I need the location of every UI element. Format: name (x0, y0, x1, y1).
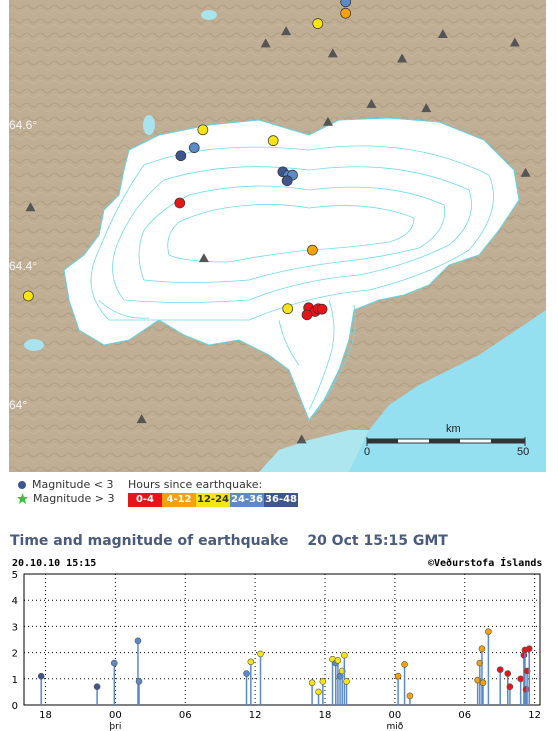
vatnajokull-map[interactable] (9, 0, 546, 472)
earthquake-marker[interactable] (341, 0, 351, 7)
plot-timestamp: 20.10.10 15:15 (12, 558, 97, 569)
event-point (136, 678, 142, 684)
earthquake-marker[interactable] (302, 310, 312, 320)
y-tick-label: 3 (11, 622, 18, 634)
earthquake-marker[interactable] (282, 176, 292, 186)
earthquake-marker[interactable] (198, 125, 208, 135)
event-point (485, 629, 491, 635)
event-point (320, 678, 326, 684)
legend-magnitude-small (17, 478, 114, 491)
x-tick-label: 06 (458, 710, 472, 721)
circle-icon (17, 480, 27, 490)
plot-title-text: Time and magnitude of earthquake (10, 533, 289, 549)
earthquake-marker[interactable] (189, 143, 199, 153)
magnitude-time-chart (0, 568, 558, 731)
event-point (523, 686, 529, 692)
latitude-label: 64.4° (9, 259, 38, 273)
scale-end-label: 50 (517, 446, 530, 458)
x-day-label: þri (109, 722, 122, 731)
x-tick-label: 00 (109, 710, 122, 721)
event-point (341, 652, 347, 658)
legend-mag-gt3-label: Magnitude > 3 (33, 492, 115, 505)
lake (143, 115, 155, 135)
event-point (258, 651, 264, 657)
event-point (402, 661, 408, 667)
lake (201, 10, 217, 20)
event-point (94, 684, 100, 690)
event-point (244, 671, 250, 677)
earthquake-marker[interactable] (283, 304, 293, 314)
event-point (38, 673, 44, 679)
scale-unit-label: km (446, 423, 461, 435)
earthquake-marker[interactable] (23, 291, 33, 301)
event-point (526, 646, 532, 652)
x-tick-label: 06 (178, 710, 192, 721)
legend-mag-lt3-label: Magnitude < 3 (32, 478, 114, 491)
hours-bin-12-24: 12-24 (197, 494, 229, 505)
hours-bin-24-36: 24-36 (231, 494, 263, 505)
x-tick-label: 00 (388, 710, 402, 721)
earthquake-marker[interactable] (341, 8, 351, 18)
earthquake-marker[interactable] (268, 136, 278, 146)
x-tick-label: 12 (528, 710, 541, 721)
event-point (480, 680, 486, 686)
plot-title-time: 20 Oct 15:15 GMT (307, 533, 448, 549)
event-point (111, 660, 117, 666)
legend-magnitude-large (17, 492, 115, 505)
earthquake-marker[interactable] (175, 198, 185, 208)
event-point (395, 673, 401, 679)
x-tick-label: 18 (39, 710, 52, 721)
event-point (507, 684, 513, 690)
event-point (309, 680, 315, 686)
earthquake-marker[interactable] (317, 304, 327, 314)
event-point (521, 652, 527, 658)
hours-legend-title: Hours since earthquake: (128, 478, 263, 491)
star-icon (17, 493, 28, 504)
event-point (497, 667, 503, 673)
hours-bin-4-12: 4-12 (162, 493, 196, 507)
latitude-label: 64.6° (9, 118, 38, 132)
latitude-label: 64° (9, 398, 28, 412)
earthquake-marker[interactable] (307, 245, 317, 255)
plot-credit: ©Veðurstofa Íslands (428, 558, 543, 569)
event-point (135, 638, 141, 644)
event-point (479, 646, 485, 652)
map-panel[interactable] (9, 0, 546, 472)
hours-legend-scale (128, 493, 298, 507)
event-point (316, 689, 322, 695)
y-tick-label: 5 (11, 570, 18, 581)
plot-frame (24, 574, 540, 705)
event-point (407, 693, 413, 699)
event-point (505, 671, 511, 677)
x-tick-label: 18 (318, 710, 332, 721)
lake (24, 339, 44, 351)
y-tick-label: 2 (11, 648, 18, 660)
y-tick-label: 4 (11, 596, 18, 608)
y-tick-label: 1 (11, 674, 18, 686)
plot-title (10, 533, 462, 549)
scale-start-label: 0 (364, 446, 371, 458)
hours-bin-0-4: 0-4 (128, 493, 162, 507)
x-tick-label: 12 (248, 710, 262, 721)
event-point (518, 676, 524, 682)
y-tick-label: 0 (11, 701, 18, 712)
hours-bin-36-48: 36-48 (265, 494, 297, 505)
event-point (335, 657, 341, 663)
earthquake-marker[interactable] (176, 151, 186, 161)
event-point (248, 659, 254, 665)
earthquake-marker[interactable] (313, 19, 323, 29)
event-point (344, 678, 350, 684)
x-day-label: mið (386, 722, 404, 731)
map-legend (17, 478, 537, 510)
